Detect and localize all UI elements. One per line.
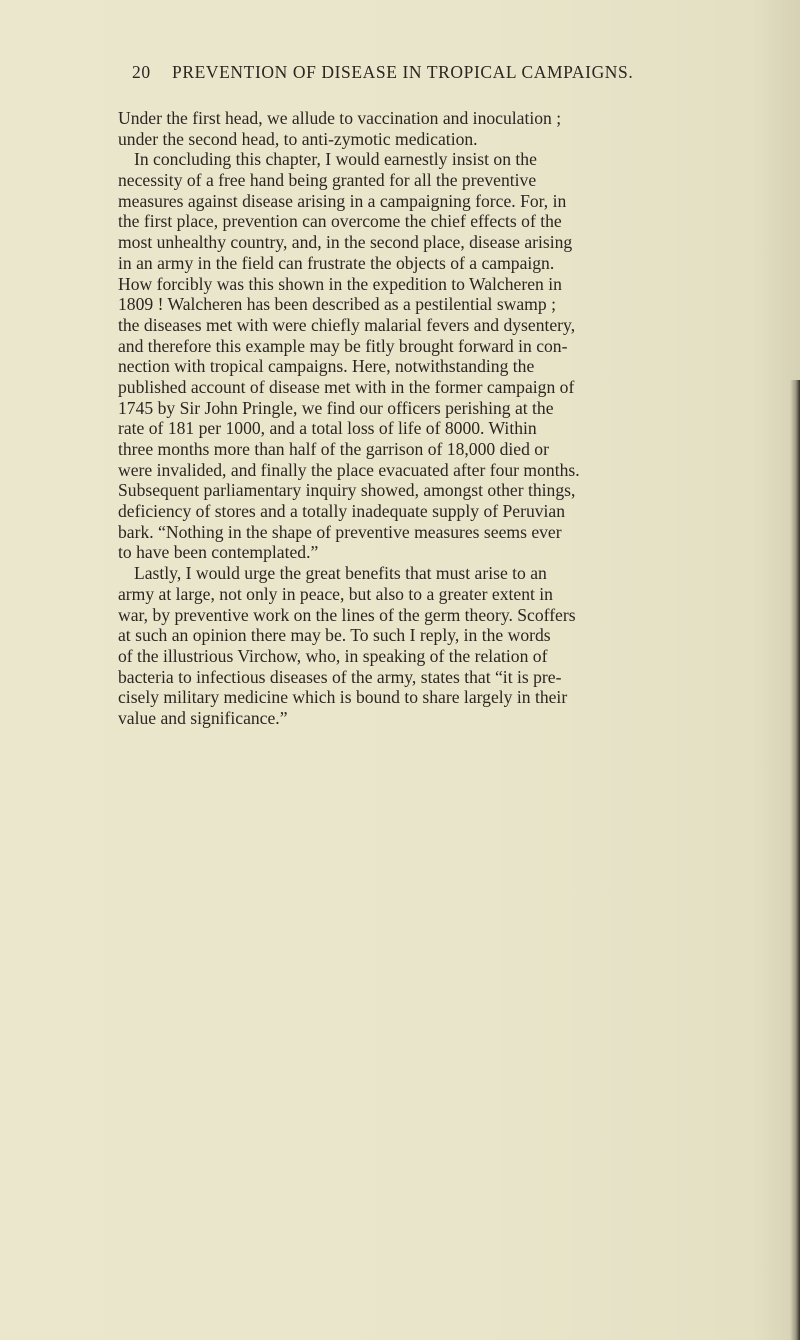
text-line: in an army in the field can frustrate the objects of a campaign.	[118, 252, 555, 273]
text-line: How forcibly was this shown in the expedition to Walcheren in	[118, 273, 562, 294]
page-number: 20	[132, 62, 151, 82]
text-line: cisely military medicine which is bound to share largely in their	[118, 687, 568, 708]
text-line: and therefore this example may be fitly brought forward in con-	[118, 335, 568, 356]
text-line: to have been contemplated.”	[118, 542, 319, 563]
text-line: nection with tropical campaigns. Here, notwithstanding the	[118, 356, 535, 377]
text-line: published account of disease met with in the former campaign of	[118, 376, 575, 397]
text-line: Lastly, I would urge the great benefits that must arise to an	[134, 563, 547, 584]
text-line: In concluding this chapter, I would earnestly insist on the	[134, 149, 537, 170]
text-line: war, by preventive work on the lines of the germ theory. Scoffers	[118, 604, 576, 625]
text-line: three months more than half of the garrison of 18,000 died or	[118, 439, 549, 459]
text-line: rate of 181 per 1000, and a total loss of life of 8000. Within	[118, 418, 537, 439]
text-line: Under the first head, we allude to vaccination and inoculation ;	[118, 108, 562, 128]
running-head: PREVENTION OF DISEASE IN TROPICAL CAMPAIGNS.	[172, 62, 634, 82]
text-line: most unhealthy country, and, in the second place, disease arising	[118, 232, 573, 253]
text-line: the diseases met with were chiefly malarial fevers and dysentery,	[118, 314, 576, 335]
text-line: the first place, prevention can overcome the chief effects of the	[118, 211, 562, 232]
text-line: were invalided, and finally the place evacuated after four months.	[118, 459, 580, 480]
body-text	[118, 108, 798, 729]
text-line: 1745 by Sir John Pringle, we find our officers perishing at the	[118, 397, 554, 418]
text-line: 1809 ! Walcheren has been described as a pestilential swamp ;	[118, 294, 556, 315]
text-line: at such an opinion there may be. To such I reply, in the words	[118, 625, 551, 646]
text-line: measures against disease arising in a campaigning force. For, in	[118, 190, 567, 211]
page-header	[132, 62, 732, 86]
text-line: bacteria to infectious diseases of the army, states that “it is pre-	[118, 666, 562, 687]
text-line: deficiency of stores and a totally inadequate supply of Peruvian	[118, 501, 566, 522]
text-line: Subsequent parliamentary inquiry showed, amongst other things,	[118, 480, 576, 501]
text-line: value and significance.”	[118, 707, 288, 728]
text-line: under the second head, to anti-zymotic medication.	[118, 128, 478, 149]
text-line: army at large, not only in peace, but also to a greater extent in	[118, 583, 553, 604]
text-line: of the illustrious Virchow, who, in speaking of the relation of	[118, 645, 548, 666]
text-line: bark. “Nothing in the shape of preventive measures seems ever	[118, 521, 562, 542]
text-line: necessity of a free hand being granted for all the preventive	[118, 170, 537, 191]
